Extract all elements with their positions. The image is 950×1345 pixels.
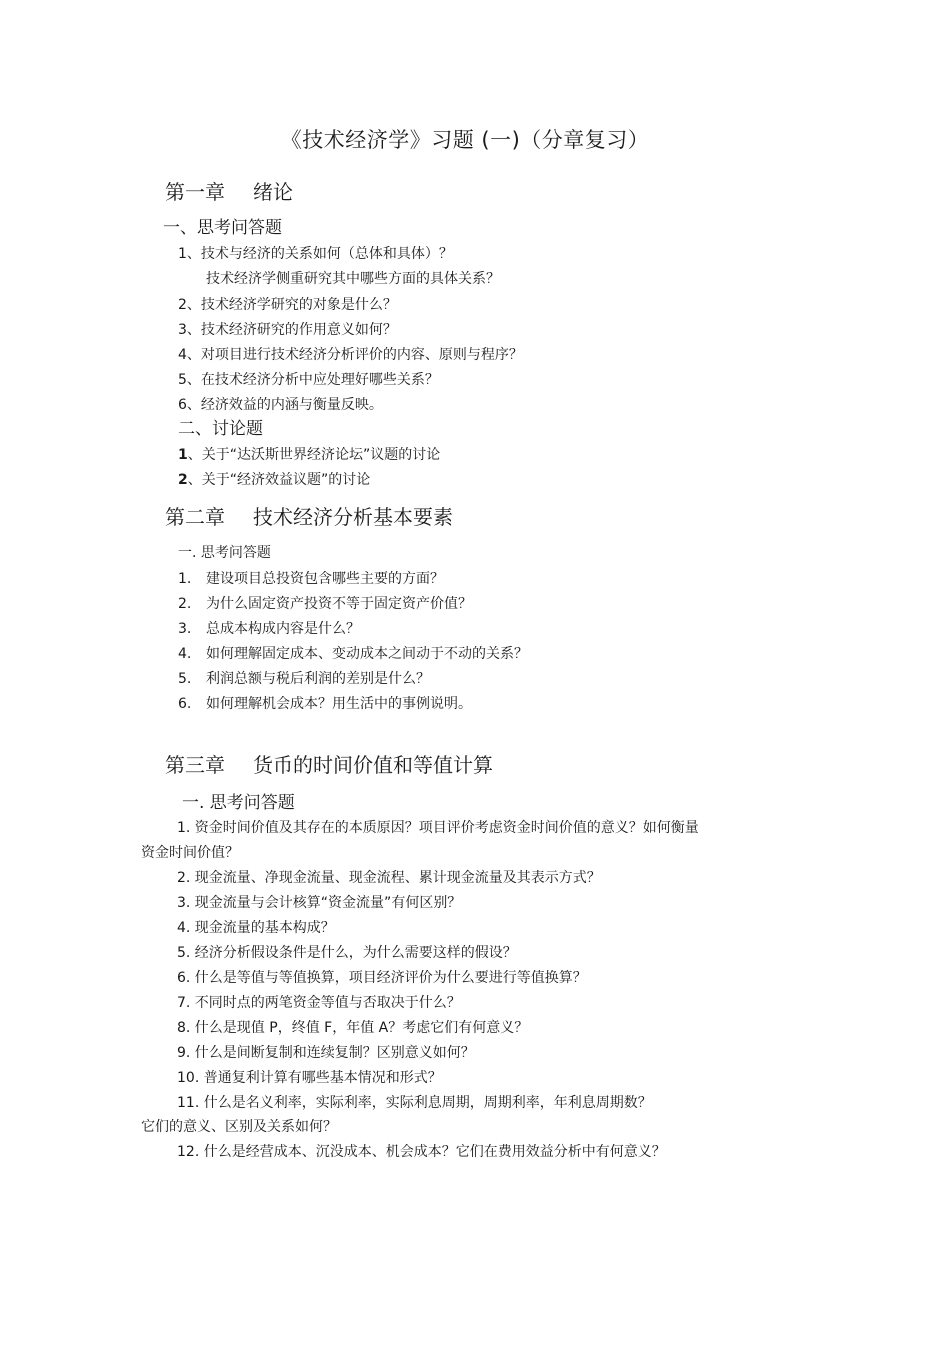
- question-text: 为什么固定资产投资不等于固定资产价值？: [206, 596, 472, 612]
- chapter-2-heading: [165, 507, 453, 527]
- question-text: 建设项目总投资包含哪些主要的方面？: [206, 571, 444, 587]
- chapter-3-question: 6. 什么是等值与等值换算，项目经济评价为什么要进行等值换算？: [177, 970, 587, 986]
- chapter-2-label: 第二章: [165, 505, 225, 529]
- chapter-3-question-continued: 资金时间价值？: [141, 845, 239, 861]
- question-number: 6.: [178, 696, 192, 712]
- question-number: 5.: [178, 671, 192, 687]
- question-number: 1.: [178, 571, 192, 587]
- chapter-3-question: 2. 现金流量、净现金流量、现金流程、累计现金流量及其表示方式？: [177, 870, 601, 886]
- chapter-1-name: 绪论: [253, 180, 293, 204]
- discussion-text: 、关于“达沃斯世界经济论坛”议题的讨论: [187, 447, 441, 463]
- question-text: 总成本构成内容是什么？: [206, 621, 360, 637]
- chapter-3-question: 5. 经济分析假设条件是什么，为什么需要这样的假设？: [177, 945, 517, 961]
- chapter-1-discussion-item: [178, 473, 370, 487]
- chapter-3-label: 第三章: [165, 753, 225, 777]
- chapter-2-name: 技术经济分析基本要素: [253, 505, 453, 529]
- chapter-3-question: 3. 现金流量与会计核算“资金流量”有何区别？: [177, 895, 462, 911]
- chapter-3-heading: [165, 755, 493, 775]
- chapter-3-question: 11. 什么是名义利率，实际利率，实际利息周期，周期利率，年利息周期数？: [177, 1095, 652, 1111]
- chapter-3-name: 货币的时间价值和等值计算: [253, 753, 493, 777]
- chapter-3-question: 4. 现金流量的基本构成？: [177, 920, 335, 936]
- chapter-2-question: [178, 622, 360, 636]
- chapter-1-discussion-item: [178, 448, 440, 462]
- chapter-2-question: [178, 672, 430, 686]
- chapter-3-question: 10. 普通复利计算有哪些基本情况和形式？: [177, 1070, 442, 1086]
- question-text: 利润总额与税后利润的差别是什么？: [206, 671, 430, 687]
- chapter-1-question: 技术经济学侧重研究其中哪些方面的具体关系？: [206, 271, 500, 287]
- chapter-2-question: [178, 647, 528, 661]
- chapter-1-question: 1、技术与经济的关系如何（总体和具体）？: [178, 246, 453, 262]
- chapter-1-question: 6、经济效益的内涵与衡量反映。: [178, 397, 383, 413]
- chapter-3-question: 7. 不同时点的两笔资金等值与否取决于什么？: [177, 995, 461, 1011]
- chapter-3-question: 9. 什么是间断复制和连续复制？区别意义如何？: [177, 1045, 475, 1061]
- chapter-3-question: 12. 什么是经营成本、沉没成本、机会成本？它们在费用效益分析中有何意义？: [177, 1144, 666, 1160]
- chapter-1-question: 5、在技术经济分析中应处理好哪些关系？: [178, 372, 439, 388]
- question-number: 2.: [178, 596, 192, 612]
- chapter-3-section-qa: 一. 思考问答题: [182, 793, 295, 813]
- chapter-1-label: 第一章: [165, 180, 225, 204]
- question-text: 如何理解固定成本、变动成本之间动于不动的关系？: [206, 646, 528, 662]
- chapter-2-question: [178, 597, 472, 611]
- chapter-3-question: 8. 什么是现值 P，终值 F，年值 A？考虑它们有何意义？: [177, 1020, 529, 1036]
- page-title: 《技术经济学》习题 (一)（分章复习）: [280, 128, 650, 152]
- chapter-2-question: [178, 572, 444, 586]
- chapter-1-question: 2、技术经济学研究的对象是什么？: [178, 297, 397, 313]
- question-number: 4.: [178, 646, 192, 662]
- chapter-3-question-continued: 它们的意义、区别及关系如何？: [141, 1119, 337, 1135]
- discussion-number: 1: [178, 447, 188, 463]
- question-text: 如何理解机会成本？用生活中的事例说明。: [206, 696, 472, 712]
- chapter-1-section-discussion: 二、讨论题: [178, 419, 263, 439]
- chapter-1-question: 3、技术经济研究的作用意义如何？: [178, 322, 397, 338]
- discussion-number: 2: [178, 472, 188, 488]
- question-number: 3.: [178, 621, 192, 637]
- chapter-1-heading: [165, 182, 293, 202]
- chapter-1-question: 4、对项目进行技术经济分析评价的内容、原则与程序？: [178, 347, 523, 363]
- chapter-3-question: 1. 资金时间价值及其存在的本质原因？项目评价考虑资金时间价值的意义？如何衡量: [177, 820, 699, 836]
- chapter-1-section-qa: 一、思考问答题: [163, 218, 282, 238]
- discussion-text: 、关于“经济效益议题”的讨论: [187, 472, 371, 488]
- chapter-2-question: [178, 697, 472, 711]
- chapter-2-section-qa: 一. 思考问答题: [178, 545, 271, 561]
